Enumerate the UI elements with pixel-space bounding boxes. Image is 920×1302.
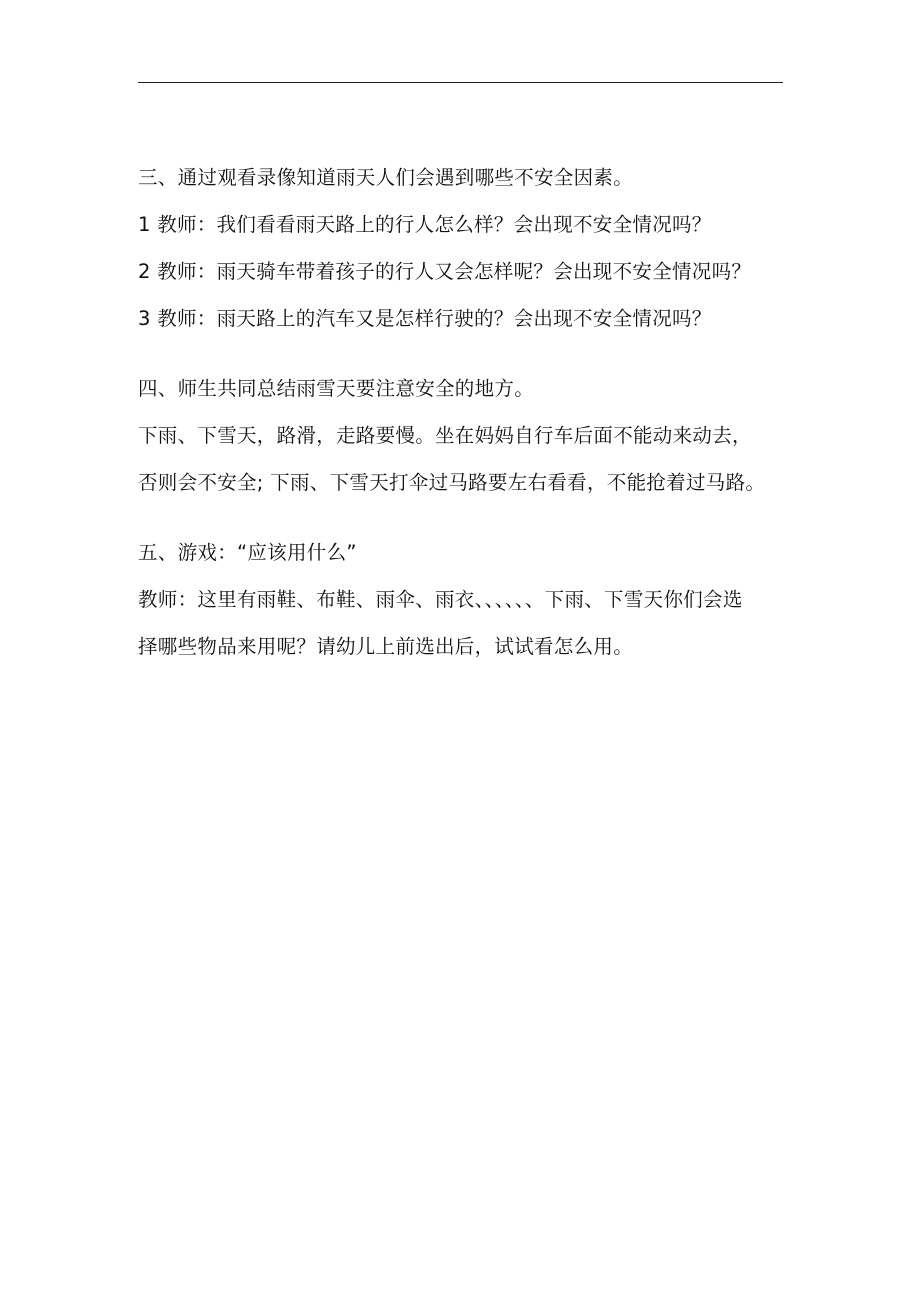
paragraph-line: 3 教师：雨天路上的汽车又是怎样行驶的？会出现不安全情况吗？ [138,307,712,330]
paragraph-line: 2 教师：雨天骑车带着孩子的行人又会怎样呢？会出现不安全情况吗？ [138,260,752,283]
header-rule [138,82,783,83]
paragraph-line: 教师：这里有雨鞋、布鞋、雨伞、雨衣、、、、、、下雨、下雪天你们会选 [138,588,743,611]
section-3 [138,166,798,331]
paragraph-line: 下雨、下雪天，路滑，走路要慢。坐在妈妈自行车后面不能动来动去， [138,424,752,447]
paragraph-line: 择哪些物品来用呢？请幼儿上前选出后，试试看怎么用。 [138,635,634,658]
section-heading: 三、通过观看录像知道雨天人们会遇到哪些不安全因素。 [138,166,634,189]
paragraph-line: 否则会不安全; 下雨、下雪天打伞过马路要左右看看，不能抢着过马路。 [138,471,766,494]
section-heading: 五、游戏：“应该用什么” [138,541,357,564]
section-heading: 四、师生共同总结雨雪天要注意安全的地方。 [138,377,535,400]
section-4 [138,377,798,495]
section-5 [138,541,798,659]
paragraph-line: 1 教师：我们看看雨天路上的行人怎么样？会出现不安全情况吗？ [138,213,712,236]
document-body [138,166,798,682]
